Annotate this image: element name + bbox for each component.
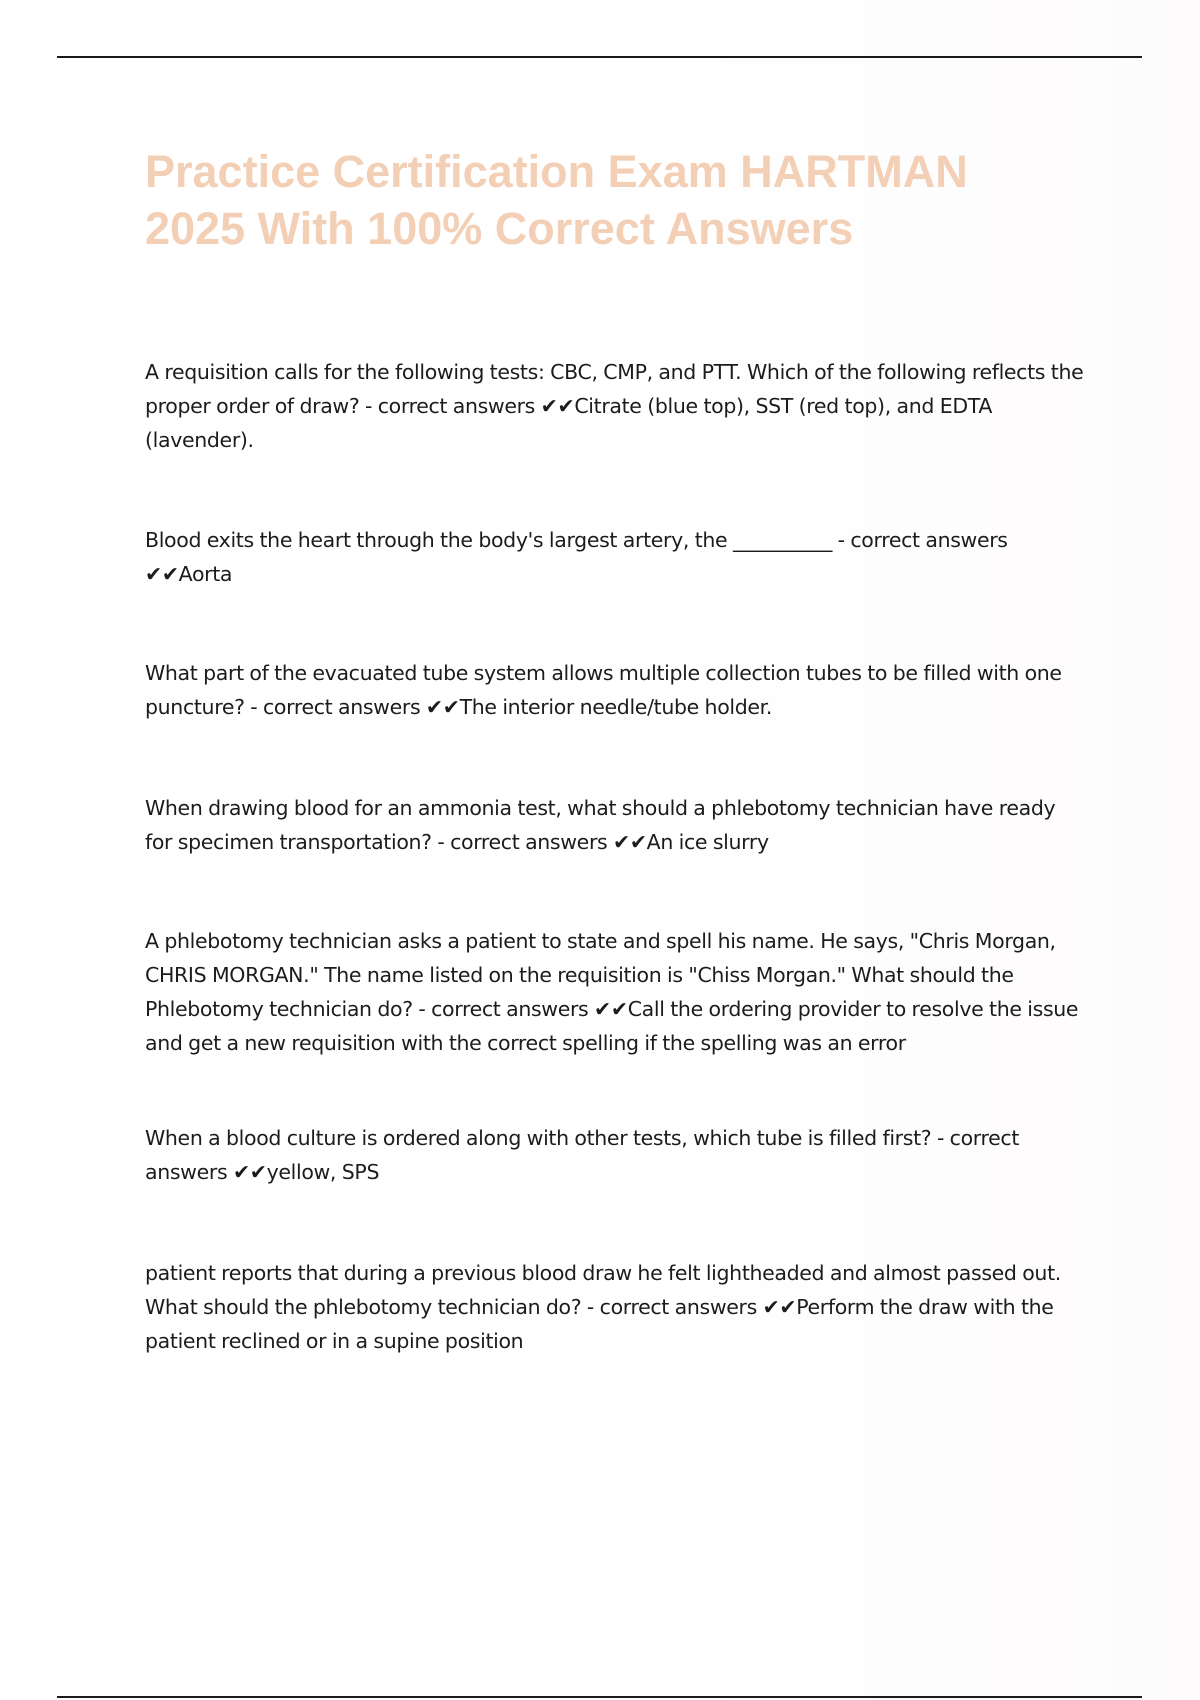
qa-item-6: When a blood culture is ordered along with other tests, which tube is filled first? - correct answers ✔✔yellow, SPS — [145, 1126, 1020, 1184]
document-title: Practice Certification Exam HARTMAN 2025 With 100% Correct Answers — [145, 146, 968, 254]
qa-item-5: A phlebotomy technician asks a patient to state and spell his name. He says, "Chris Morgan, CHRIS MORGAN." The name listed on the requisition is "Chiss Morgan." What should the Phlebotomy technician do? - correct answers ✔✔Call the ordering provider to resolve the issue and get a new requisition with the correct spelling if the spelling was an error — [145, 929, 1079, 1055]
qa-item-2: Blood exits the heart through the body's largest artery, the __________ - correct answers ✔✔Aorta — [145, 528, 1008, 586]
top-rule — [57, 56, 1142, 58]
qa-item-4: When drawing blood for an ammonia test, what should a phlebotomy technician have ready for specimen transportation? - correct answers ✔✔An ice slurry — [145, 796, 1056, 854]
qa-item-1: A requisition calls for the following tests: CBC, CMP, and PTT. Which of the following reflects the proper order of draw? - correct answers ✔✔Citrate (blue top), SST (red top), and EDTA (lavender). — [145, 360, 1084, 452]
qa-item-3: What part of the evacuated tube system allows multiple collection tubes to be filled with one puncture? - correct answers ✔✔The interior needle/tube holder. — [145, 661, 1062, 719]
bottom-rule — [57, 1696, 1142, 1698]
qa-item-7: patient reports that during a previous blood draw he felt lightheaded and almost passed out. What should the phlebotomy technician do? - correct answers ✔✔Perform the draw with the patient reclined or in a supine position — [145, 1261, 1061, 1353]
